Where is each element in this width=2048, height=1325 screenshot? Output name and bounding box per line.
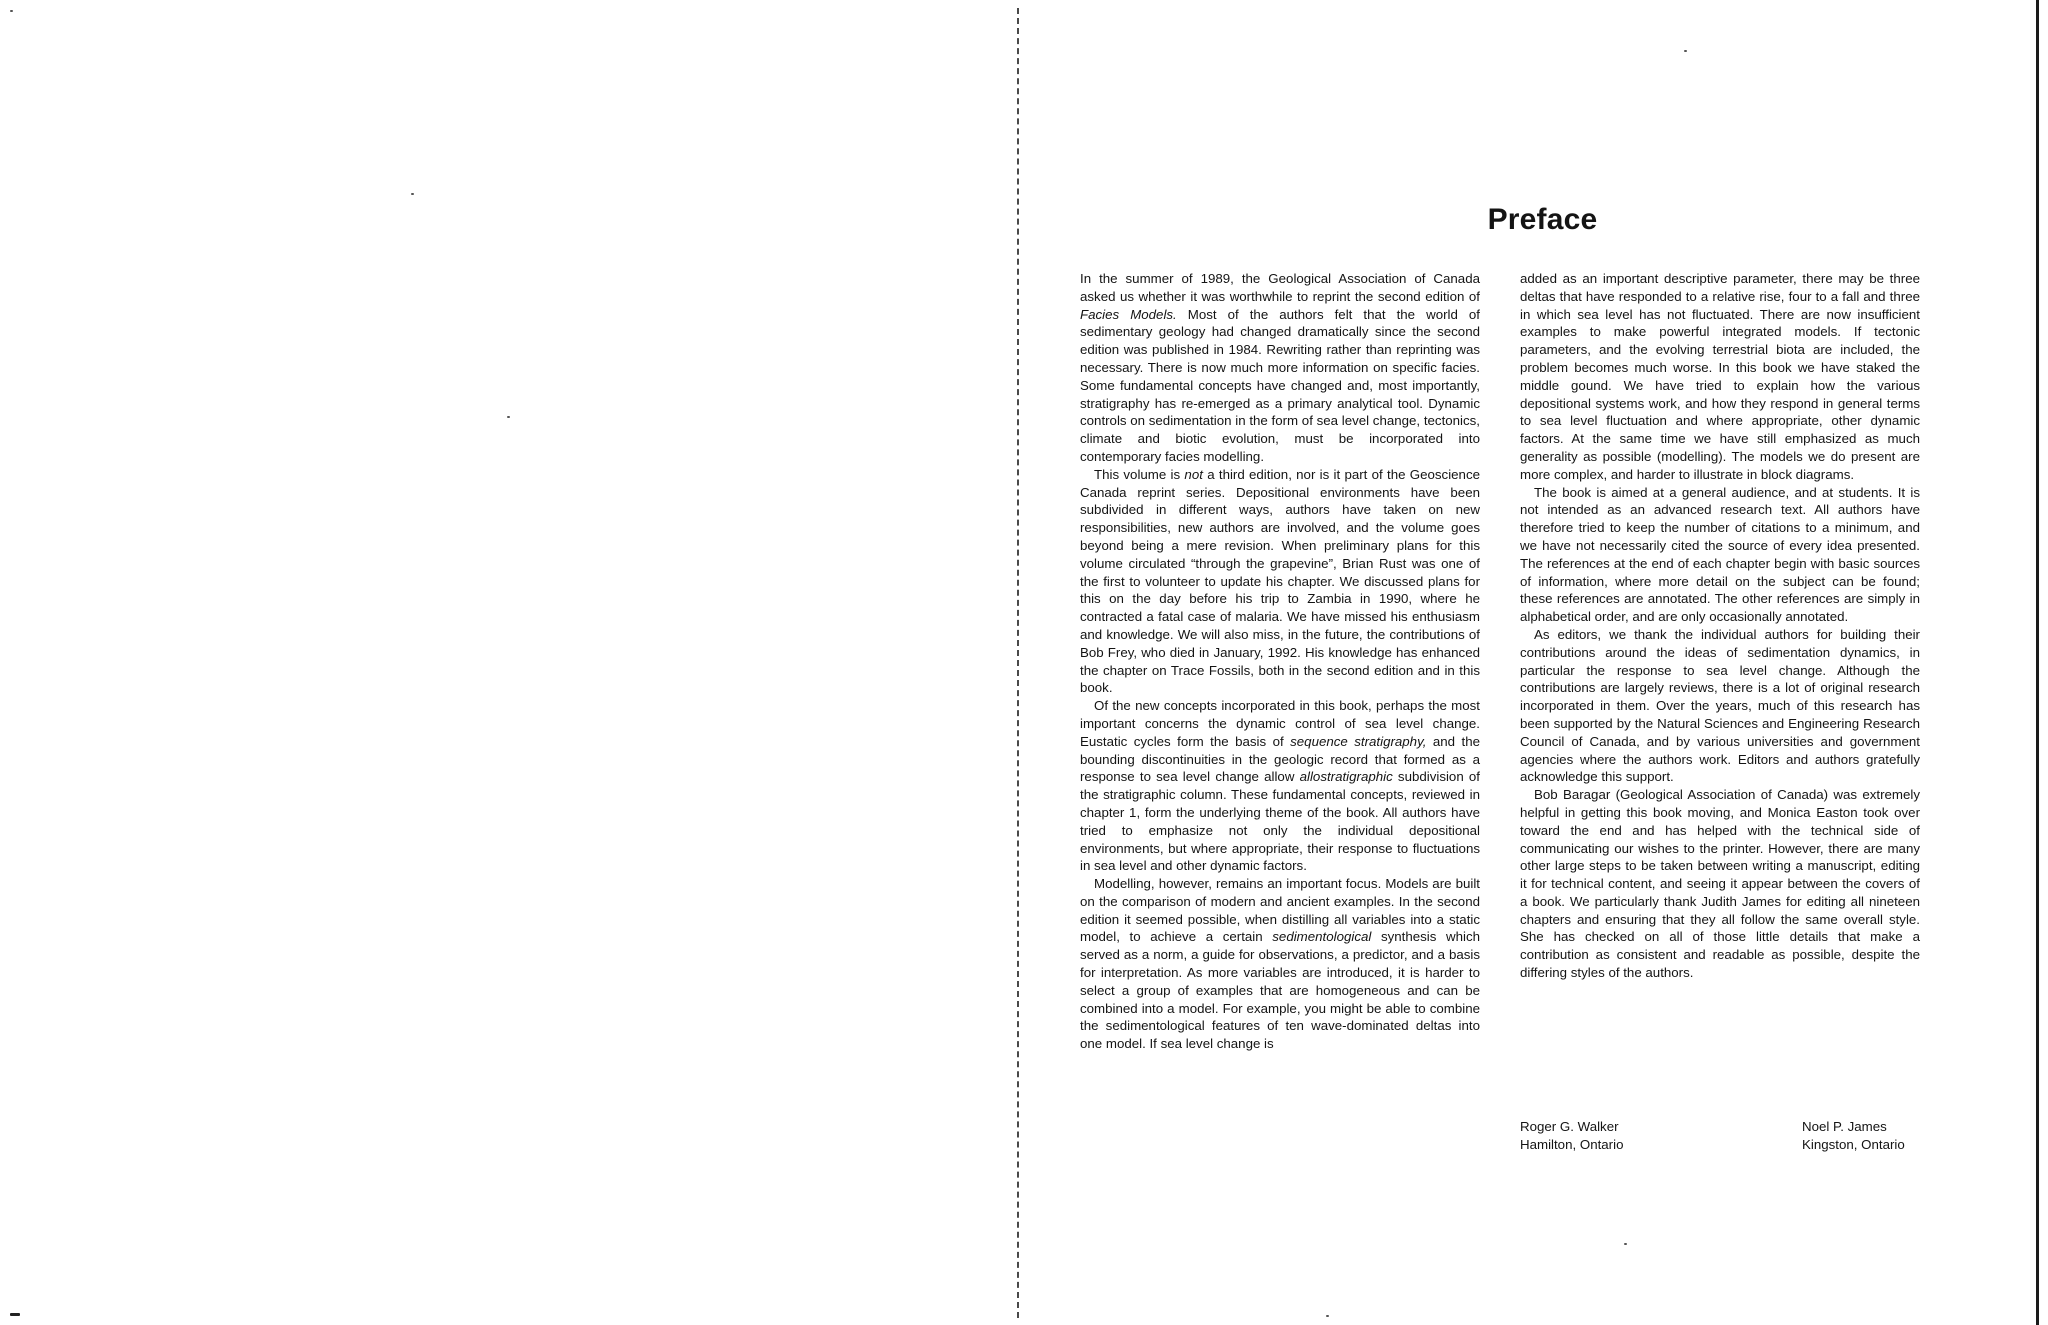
text-column-left — [1080, 270, 1480, 1053]
paragraph — [1080, 875, 1480, 1053]
scan-speck — [10, 1313, 20, 1316]
paragraph-text: Of the new concepts incorporated in this book, perhaps the most important concerns the dynamic control of sea level change. Eustatic cycles form the basis of — [1080, 698, 1480, 749]
paragraph — [1080, 270, 1480, 466]
paragraph — [1520, 270, 1920, 484]
italic-text: not — [1184, 466, 1203, 482]
signature-james — [1802, 1118, 2002, 1154]
paragraph-text: Most of the authors felt that the world of sedimentary geology had changed dramatically since the second edition was published in 1984. Rewriting rather than reprinting was necessary. There is now much more information on specific facies. Some fundamental concepts have changed and, most importantly, stratigraphy has re-emerged as a primary analytical tool. Dynamic controls on sedimentation in the form of sea level change, tectonics, climate and biotic evolution, must be incorporated into contemporary facies modelling. — [1080, 306, 1480, 464]
paragraph — [1080, 697, 1480, 875]
scan-speck — [1684, 50, 1687, 52]
italic-text: sequence stratigraphy, — [1290, 733, 1427, 749]
paragraph — [1520, 484, 1920, 626]
signature-place: Kingston, Ontario — [1802, 1137, 1905, 1152]
italic-text: sedimentological — [1272, 929, 1372, 945]
paragraph-text: Modelling, however, remains an important focus. Models are built on the comparison of modern and ancient examples. In the second edition it seemed possible, when distilling all variables into a static model, to achieve a certain — [1080, 876, 1480, 945]
paragraph-text: This volume is — [1094, 466, 1185, 482]
signature-name: Noel P. James — [1802, 1119, 1887, 1134]
paragraph — [1080, 466, 1480, 697]
signature-place: Hamilton, Ontario — [1520, 1137, 1624, 1152]
page-edge — [2036, 0, 2039, 1325]
paragraph-text: synthesis which served as a norm, a guide for observations, a predictor, and a basis for interpretation. As more variables are introduced, it is harder to select a group of examples that are homogeneous and can be combined into a model. For example, you might be able to combine the sedimentological features of ten wave-dominated deltas into one model. If sea level change is — [1080, 929, 1481, 1052]
italic-text: allostratigraphic — [1299, 769, 1393, 785]
paragraph — [1520, 786, 1920, 982]
paragraph-text: Bob Baragar (Geological Association of Canada) was extremely helpful in getting this book moving, and Monica Easton took over toward the end and has helped with the technical side of communicating our wishes to the printer. However, there are many other large steps to be taken between writing a manuscript, editing it for technical content, and seeing it appear between the covers of a book. We particularly thank Judith James for editing all nineteen chapters and ensuring that they all follow the same overall style. She has checked on all of those little details that make a contribution as consistent and readable as possible, despite the differing styles of the authors. — [1520, 787, 1920, 981]
paragraph-text: and the bounding discontinuities in the geologic record that formed as a response to sea level change allow — [1080, 733, 1480, 785]
italic-text: Facies Models. — [1080, 306, 1177, 322]
paragraph-text: As editors, we thank the individual authors for building their contributions around the ideas of sedimentation dynamics, in particular the response to sea level change. Although the contributions are largely reviews, there is a lot of original research incorporated in them. Over the years, much of this research has been supported by the Natural Sciences and Engineering Research Council of Canada, and by various universities and government agencies where the authors work. Editors and authors gratefully acknowledge this support. — [1520, 626, 1920, 785]
paragraph-text: a third edition, nor is it part of the Geoscience Canada reprint series. Depositional environments have been subdivided in different ways, authors have taken on new responsibilities, new authors are involved, and the volume goes beyond being a mere revision. When preliminary plans for this volume circulated “through the grapevine”, Brian Rust was one of the first to volunteer to update his chapter. We discussed plans for this on the day before his trip to Zambia in 1990, where he contracted a fatal case of malaria. We have missed his enthusiasm and knowledge. We will also miss, in the future, the contributions of Bob Frey, who died in January, 1992. His knowledge has enhanced the chapter on Trace Fossils, both in the second edition and in this book. — [1080, 466, 1480, 696]
scan-speck — [1326, 1315, 1329, 1317]
text-column-right — [1520, 270, 1920, 982]
book-gutter — [1017, 8, 1019, 1318]
scan-speck — [10, 10, 13, 12]
signature-name: Roger G. Walker — [1520, 1119, 1619, 1134]
paragraph-text: The book is aimed at a general audience, and at students. It is not intended as an advanced research text. All authors have therefore tried to keep the number of citations to a minimum, and we have not necessarily cited the source of every idea presented. The references at the end of each chapter begin with basic sources of information, where more detail on the subject can be found; these references are annotated. The other references are simply in alphabetical order, and are only occasionally annotated. — [1520, 484, 1920, 625]
scan-speck — [1624, 1243, 1627, 1245]
paragraph-text: In the summer of 1989, the Geological Association of Canada asked us whether it was worthwhile to reprint the second edition of — [1080, 271, 1480, 304]
paragraph-text: added as an important descriptive parameter, there may be three deltas that have responded to a relative rise, four to a fall and three in which sea level has not fluctuated. There are now insufficient examples to make powerful integrated models. If tectonic parameters, and the evolving terrestrial biota are included, the problem becomes much worse. In this book we have staked the middle gound. We have tried to explain how the various depositional systems work, and how they respond in general terms to sea level fluctuation and where appropriate, other dynamic factors. At the same time we have still emphasized as much generality as possible (modelling). The models we do present are more complex, and harder to illustrate in block diagrams. — [1520, 271, 1920, 482]
paragraph-text: subdivision of the stratigraphic column. These fundamental concepts, reviewed in chapter 1, form the underlying theme of the book. All authors have tried to emphasize not only the individual depositional environments, but where appropriate, their response to fluctuations in sea level and other dynamic factors. — [1080, 769, 1480, 874]
scan-speck — [507, 416, 510, 418]
scan-speck — [411, 193, 414, 195]
page-title: Preface — [1487, 203, 1598, 236]
paragraph — [1520, 626, 1920, 786]
